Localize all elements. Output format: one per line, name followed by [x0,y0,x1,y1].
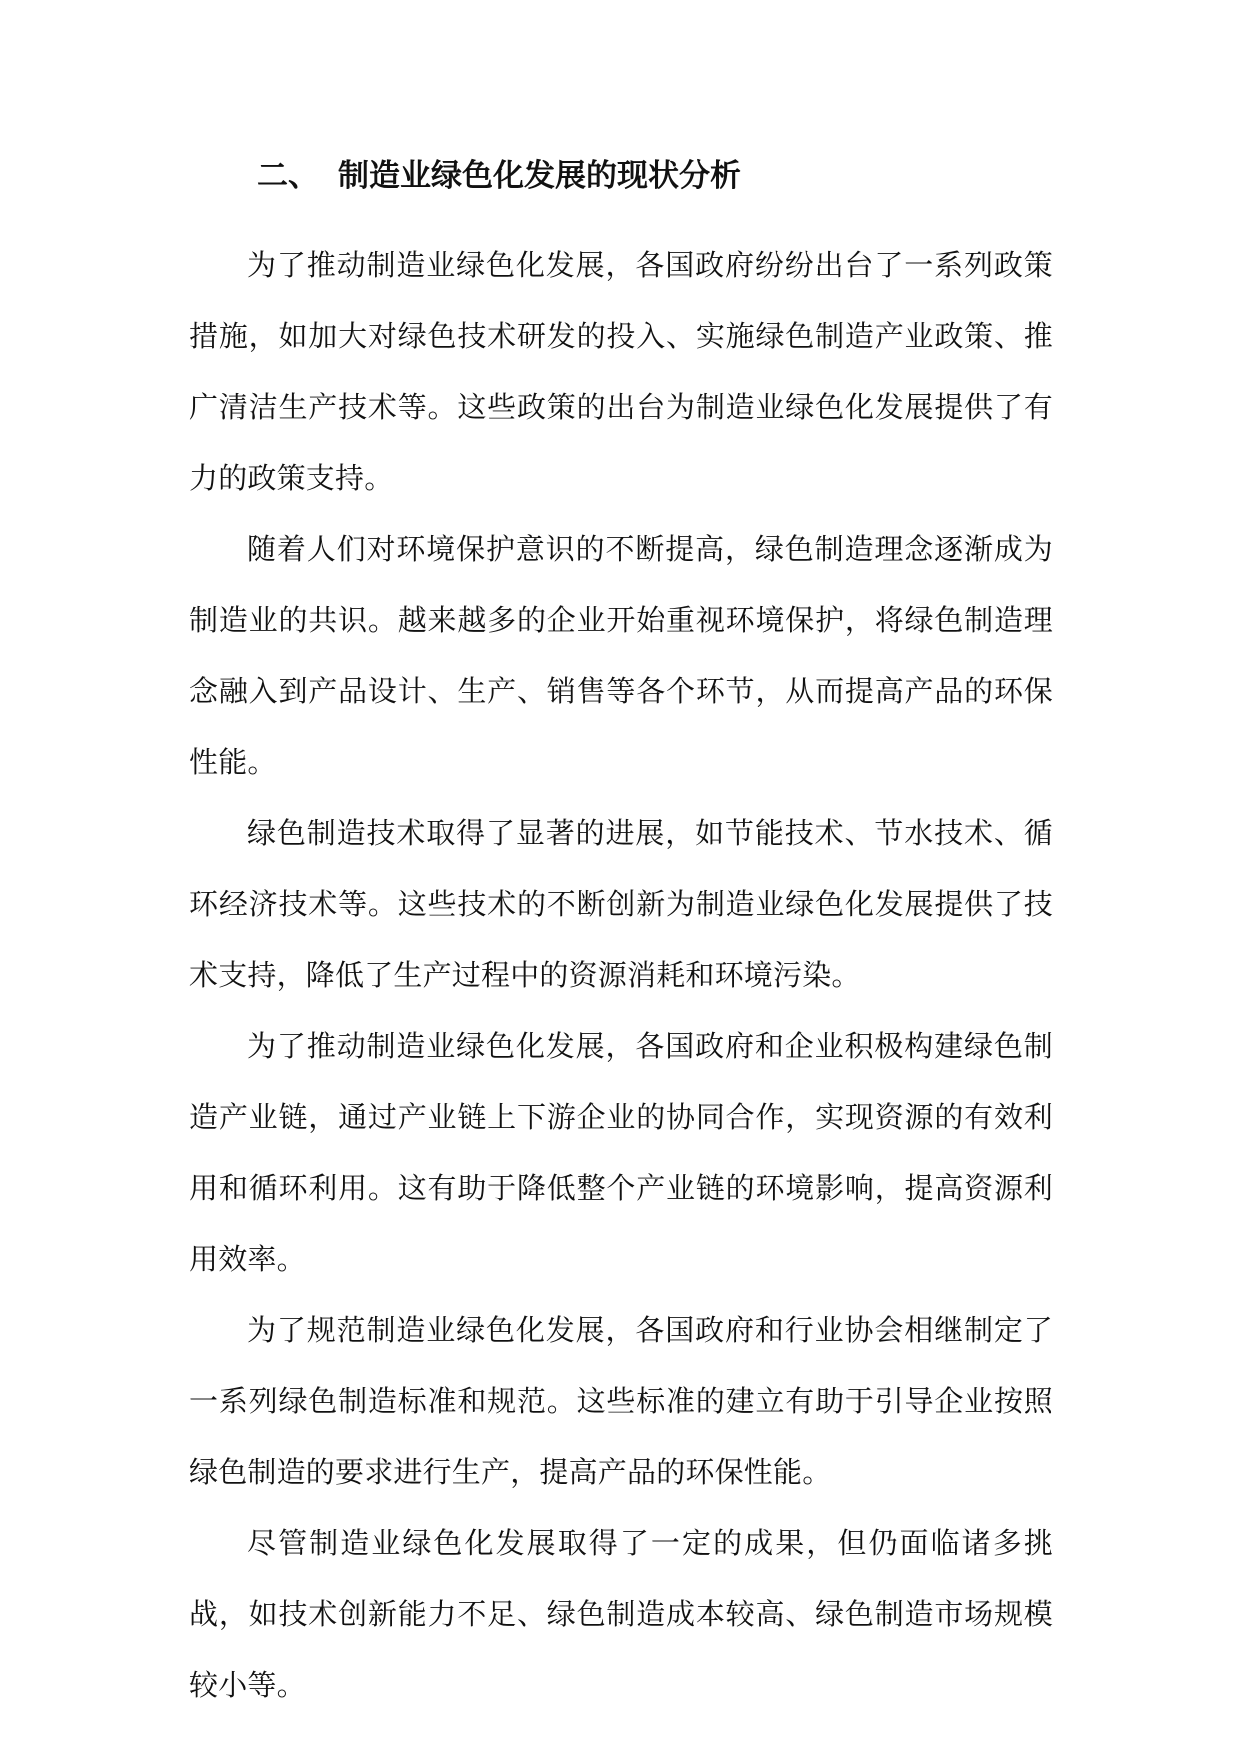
section-number: 二、 [257,157,319,194]
paragraph-standards: 为了规范制造业绿色化发展，各国政府和行业协会相继制定了一系列绿色制造标准和规范。这些标准的建立有助于引导企业按照绿色制造的要求进行生产，提高产品的环保性能。 [189,1313,1053,1489]
section-title: 制造业绿色化发展的现状分析 [338,157,741,194]
paragraph-green-concept: 随着人们对环境保护意识的不断提高，绿色制造理念逐渐成为制造业的共识。越来越多的企业开始重视环境保护，将绿色制造理念融入到产品设计、生产、销售等各个环节，从而提高产品的环保性能。 [189,532,1053,779]
paragraph-policy-support: 为了推动制造业绿色化发展，各国政府纷纷出台了一系列政策措施，如加大对绿色技术研发的投入、实施绿色制造产业政策、推广清洁生产技术等。这些政策的出台为制造业绿色化发展提供了有力的政策支持。 [189,248,1053,495]
body-text [189,230,1053,1721]
section-heading [257,148,741,196]
paragraph-industry-chain: 为了推动制造业绿色化发展，各国政府和企业积极构建绿色制造产业链，通过产业链上下游企业的协同合作，实现资源的有效利用和循环利用。这有助于降低整个产业链的环境影响，提高资源利用效率。 [189,1029,1053,1276]
paragraph-challenges: 尽管制造业绿色化发展取得了一定的成果，但仍面临诸多挑战，如技术创新能力不足、绿色制造成本较高、绿色制造市场规模较小等。 [189,1526,1053,1702]
paragraph-green-technology: 绿色制造技术取得了显著的进展，如节能技术、节水技术、循环经济技术等。这些技术的不断创新为制造业绿色化发展提供了技术支持，降低了生产过程中的资源消耗和环境污染。 [189,816,1053,992]
